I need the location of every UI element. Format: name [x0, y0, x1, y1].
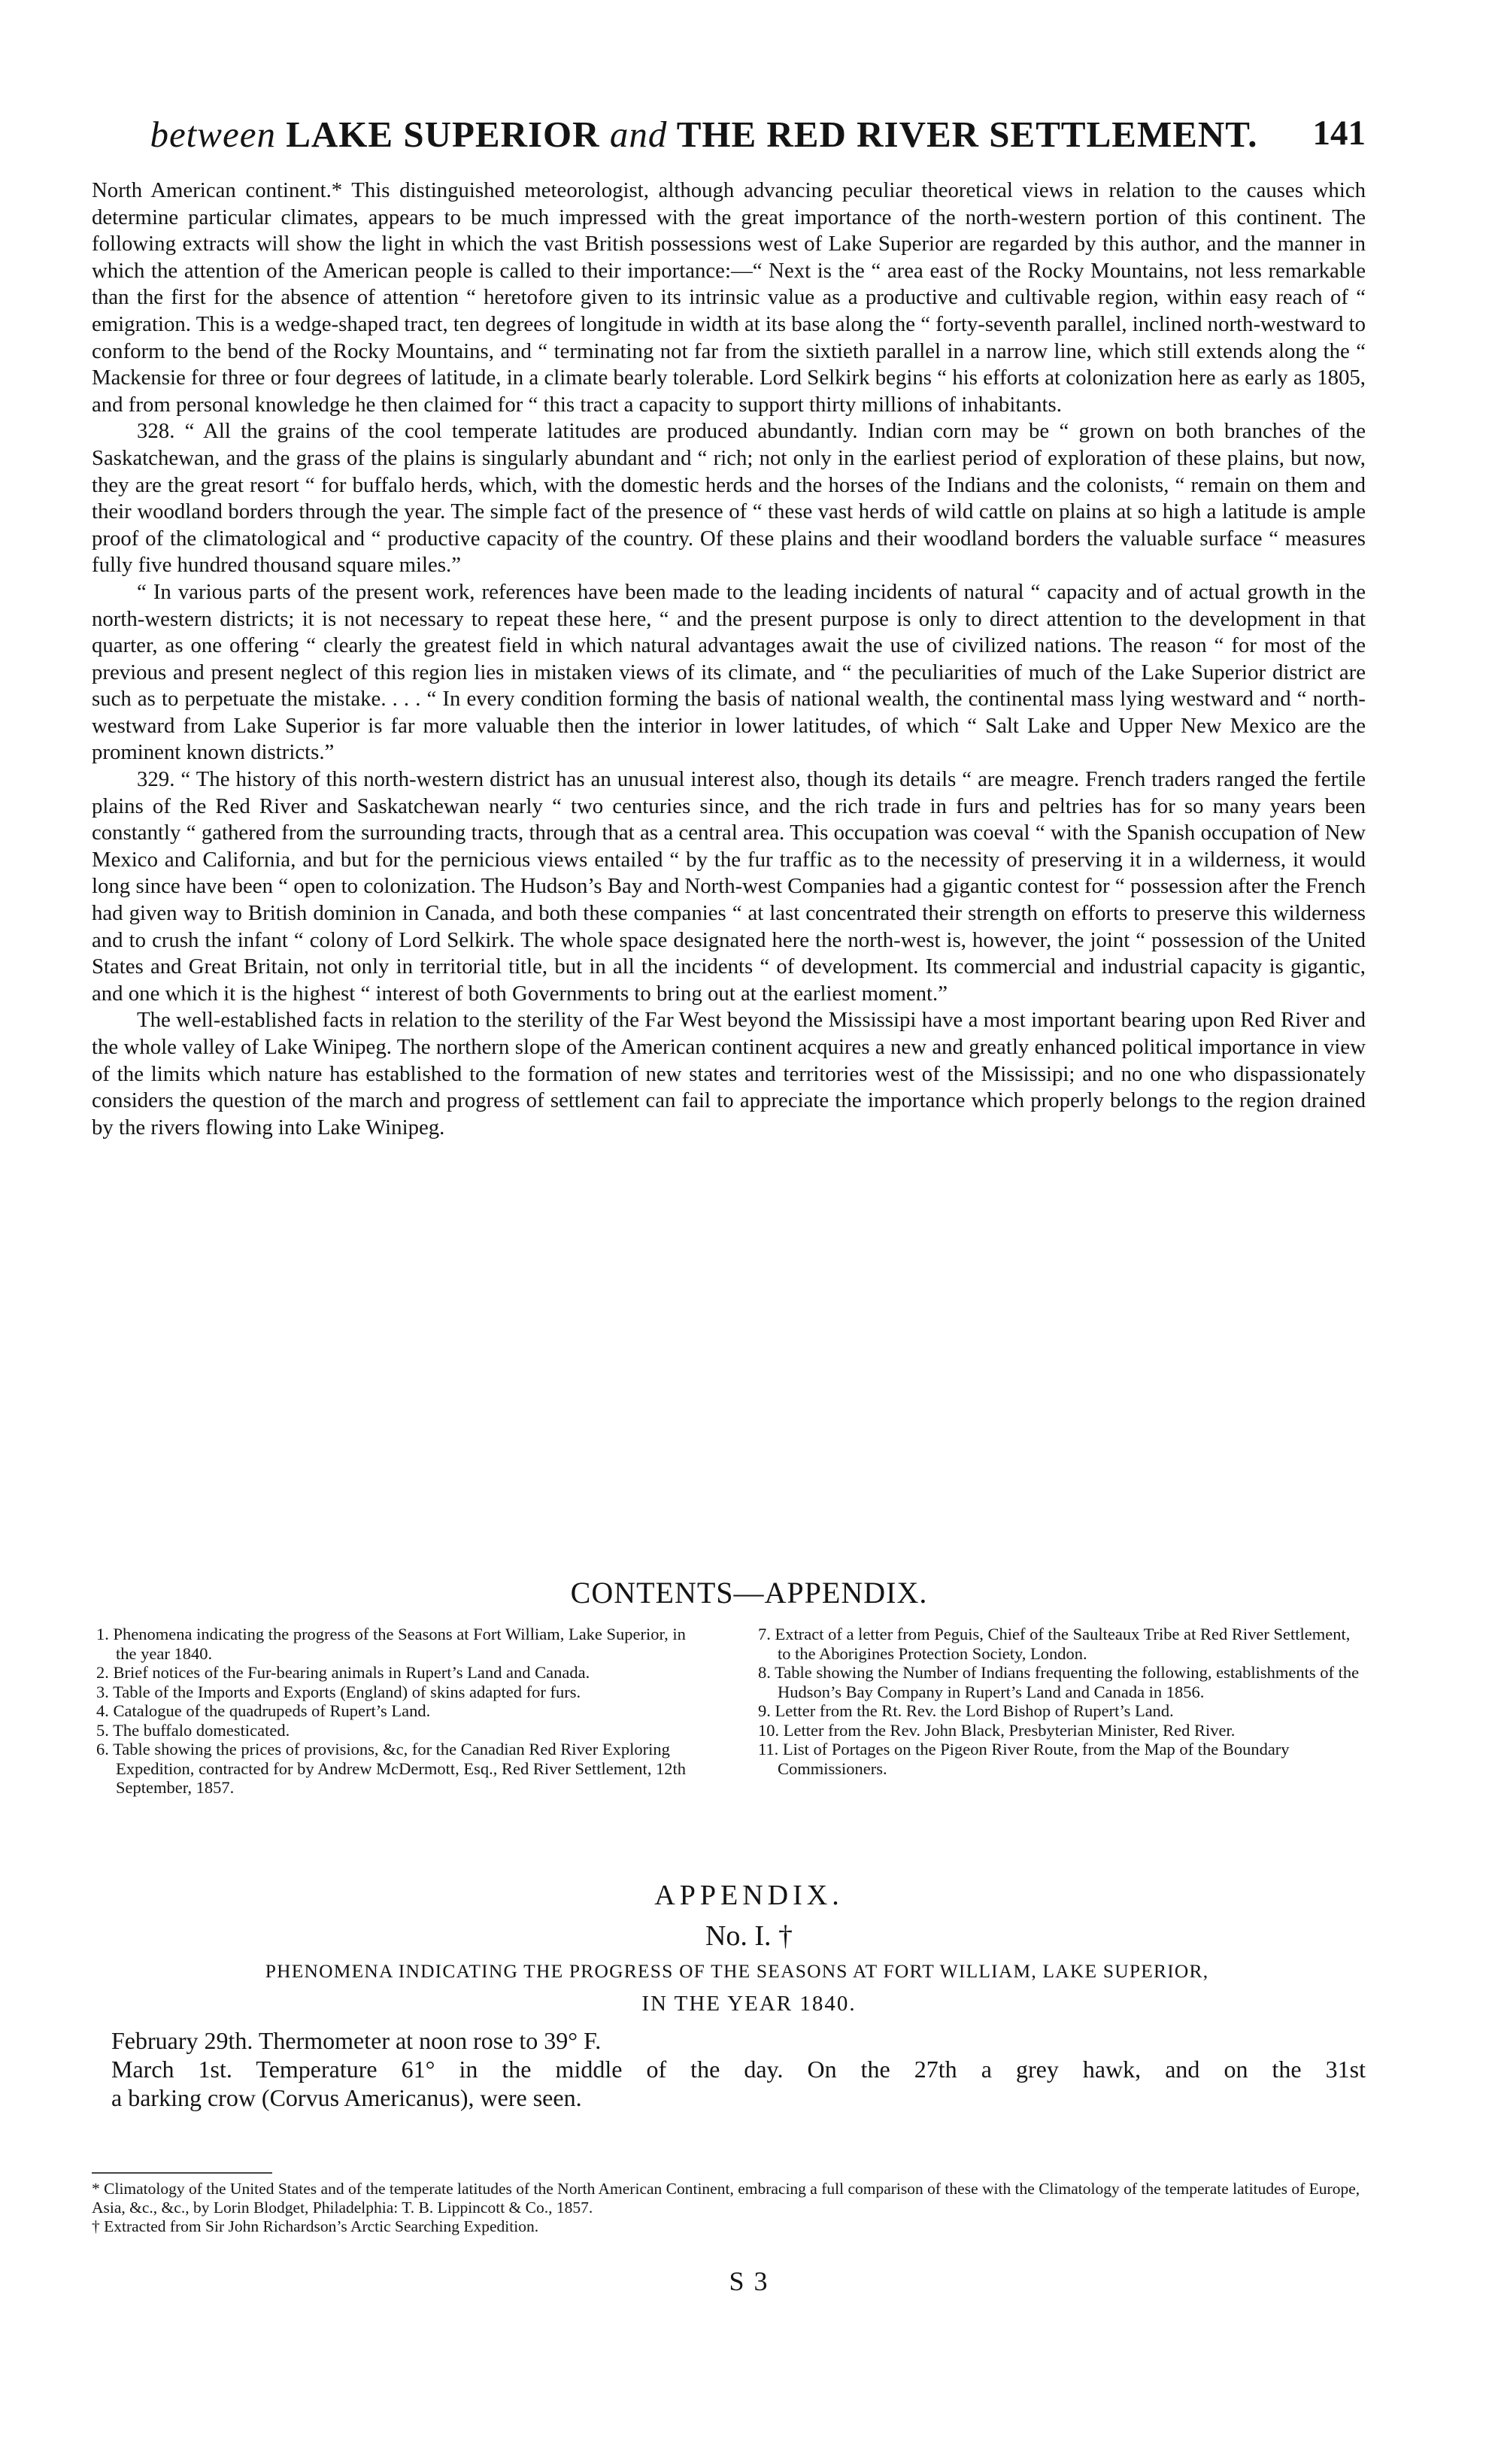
- footnote: * Climatology of the United States and of the temperate latitudes of the North American Continent, embracing a full comparison of these with the Climatology of the temperate latitudes of Europe, Asia, &c., &c., by Lorin Blodget, Philadelphia: T. B. Lippincott & Co., 1857.: [92, 2180, 1360, 2217]
- footnote: † Extracted from Sir John Richardson’s Arctic Searching Expedition.: [92, 2217, 539, 2235]
- contents-item: 11. List of Portages on the Pigeon River Route, from the Map of the Boundary Commissioners.: [758, 1740, 1290, 1778]
- header-title-and: and: [609, 114, 668, 155]
- contents-item: 9. Letter from the Rt. Rev. the Lord Bishop of Rupert’s Land.: [758, 1701, 1174, 1720]
- contents-heading: CONTENTS—APPENDIX.: [570, 1576, 928, 1610]
- appendix-entry: February 29th. Thermometer at noon rose to 39° F.: [111, 2027, 602, 2054]
- body-paragraph: North American continent.* This distinguished meteorologist, although advancing peculiar theoretical views in relation to the causes which determine particular climates, appears to be much impressed with the great importance of the north-western portion of this continent. The following extracts will show the light in which the vast British possessions west of Lake Superior are regarded by this author, and the manner in which the attention of the American people is called to their importance:—“ Next is the “ area east of the Rocky Mountains, not less remarkable than the first for the absence of attention “ heretofore given to its intrinsic value as a productive and cultivable region, within easy reach of “ emigration. This is a wedge-shaped tract, ten degrees of longitude in width at its base along the “ forty-seventh parallel, inclined north-westward to conform to the bend of the Rocky Mountains, and “ terminating not far from the sixtieth parallel in a narrow line, which still extends along the “ Mackensie for three or four degrees of latitude, in a climate bearly tolerable. Lord Selkirk begins “ his efforts at colonization here as early as 1805, and from personal knowledge he then claimed for “ this tract a capacity to support thirty millions of inhabitants.: [92, 178, 1366, 417]
- contents-item: 7. Extract of a letter from Peguis, Chief of the Saulteaux Tribe at Red River Settlement, to the Aborigines Protection Society, London.: [758, 1625, 1351, 1663]
- contents-item: 8. Table showing the Number of Indians frequenting the following, establishments of the Hudson’s Bay Company in Rupert’s Land and Canada in 1856.: [758, 1663, 1360, 1701]
- body-paragraph: 329. “ The history of this north-western district has an unusual interest also, though its details “ are meagre. French traders ranged the fertile plains of the Red River and Saskatchewan nearly “ two centuries since, and the rich trade in furs and peltries has for so many years been constantly “ gathered from the surrounding tracts, through that as a central area. This occupation was coeval “ with the Spanish occupation of New Mexico and California, and but for the pernicious views entailed “ by the fur traffic as to the necessity of preserving it in a wilderness, it would long since have been “ open to colonization. The Hudson’s Bay and North-west Companies had a gigantic contest for “ possession after the French had given way to British dominion in Canada, and both these companies “ at last concentrated their strength on efforts to preserve this wilderness and to crush the infant “ colony of Lord Selkirk. The whole space designated here the north-west is, however, the joint “ possession of the United States and Great Britain, not only in territorial title, but in all the incidents “ of development. Its commercial and industrial capacity is gigantic, and one which it is the highest “ interest of both Governments to bring out at the earliest moment.”: [92, 767, 1366, 1006]
- running-header: [132, 113, 1366, 159]
- appendix-number: No. I. †: [705, 1920, 793, 1952]
- body-text: [92, 178, 1366, 1141]
- contents-item: 3. Table of the Imports and Exports (England) of skins adapted for furs.: [96, 1682, 581, 1701]
- body-paragraph: 328. “ All the grains of the cool temperate latitudes are produced abundantly. Indian corn may be “ grown on both branches of the Saskatchewan, and the grass of the plains is singularly abundant and “ rich; not only in the earliest period of exploration of these plains, but now, they are the great resort “ for buffalo herds, which, with the domestic herds and the horses of the Indians and the colonists, “ remain on them and their woodland borders through the year. The simple fact of the presence of “ these vast herds of wild cattle on plains at so high a latitude is ample proof of the climatological and “ productive capacity of the country. Of these plains and their woodland borders the valuable surface “ measures fully five hundred thousand square miles.”: [92, 419, 1366, 578]
- footnote-rule: [92, 2172, 272, 2174]
- appendix-entry: March 1st. Temperature 61° in the middle of the day. On the 27th a grey hawk, and on the 31st: [111, 2056, 1366, 2083]
- appendix-entries: [111, 2026, 1366, 2112]
- footnotes: [92, 2180, 1366, 2236]
- appendix-subheading-year: IN THE YEAR 1840.: [641, 1992, 857, 2016]
- header-title-between: between: [150, 114, 276, 155]
- contents-item: 5. The buffalo domesticated.: [96, 1720, 290, 1740]
- contents-item: 1. Phenomena indicating the progress of the Seasons at Fort William, Lake Superior, in the year 1840.: [96, 1625, 686, 1663]
- contents-item: 4. Catalogue of the quadrupeds of Rupert’s Land.: [96, 1701, 431, 1720]
- contents-column-left: [96, 1625, 698, 1798]
- contents-item: 10. Letter from the Rev. John Black, Presbyterian Minister, Red River.: [758, 1720, 1236, 1740]
- contents-column-right: [758, 1625, 1367, 1778]
- appendix-subheading: PHENOMENA INDICATING THE PROGRESS OF THE SEASONS AT FORT WILLIAM, LAKE SUPERIOR,: [265, 1960, 1209, 1982]
- body-paragraph: “ In various parts of the present work, references have been made to the leading incidents of natural “ capacity and of actual growth in the north-western districts; it is not necessary to repeat these here, “ and the present purpose is only to direct attention to the development in that quarter, as one offering “ clearly the greatest field in which natural advantages await the use of civilized nations. The reason “ for most of the previous and present neglect of this region lies in mistaken views of its climate, and “ the peculiarities of much of the Lake Superior district are such as to perpetuate the mistake. . . . “ In every condition forming the basis of national wealth, the continental mass lying westward and “ north-westward from Lake Superior is far more valuable then the interior in lower latitudes, of which “ Salt Lake and Upper New Mexico are the prominent known districts.”: [92, 579, 1366, 765]
- appendix-heading: APPENDIX.: [654, 1880, 844, 1911]
- header-title-red-river: THE RED RIVER SETTLEMENT.: [676, 114, 1258, 155]
- contents-item: 6. Table showing the prices of provisions, &c, for the Canadian Red River Exploring Expedition, contracted for by Andrew McDermott, Esq., Red River Settlement, 12th September, 1857.: [96, 1740, 686, 1797]
- header-title: [132, 113, 1275, 156]
- page-number: 141: [1312, 114, 1366, 153]
- header-title-lake: LAKE SUPERIOR: [286, 114, 600, 155]
- contents-item: 2. Brief notices of the Fur-bearing animals in Rupert’s Land and Canada.: [96, 1663, 590, 1682]
- body-paragraph: The well-established facts in relation to the sterility of the Far West beyond the Mississipi have a most important bearing upon Red River and the whole valley of Lake Winipeg. The northern slope of the American continent acquires a new and greatly enhanced political importance in view of the limits which nature has established to the formation of new states and territories west of the Mississipi; and no one who dispassionately considers the question of the march and progress of settlement can fail to appreciate the importance which properly belongs to the region drained by the rivers flowing into Lake Winipeg.: [92, 1008, 1366, 1139]
- signature-mark: S 3: [729, 2266, 769, 2296]
- appendix-entry: a barking crow (Corvus Americanus), were seen.: [111, 2084, 582, 2111]
